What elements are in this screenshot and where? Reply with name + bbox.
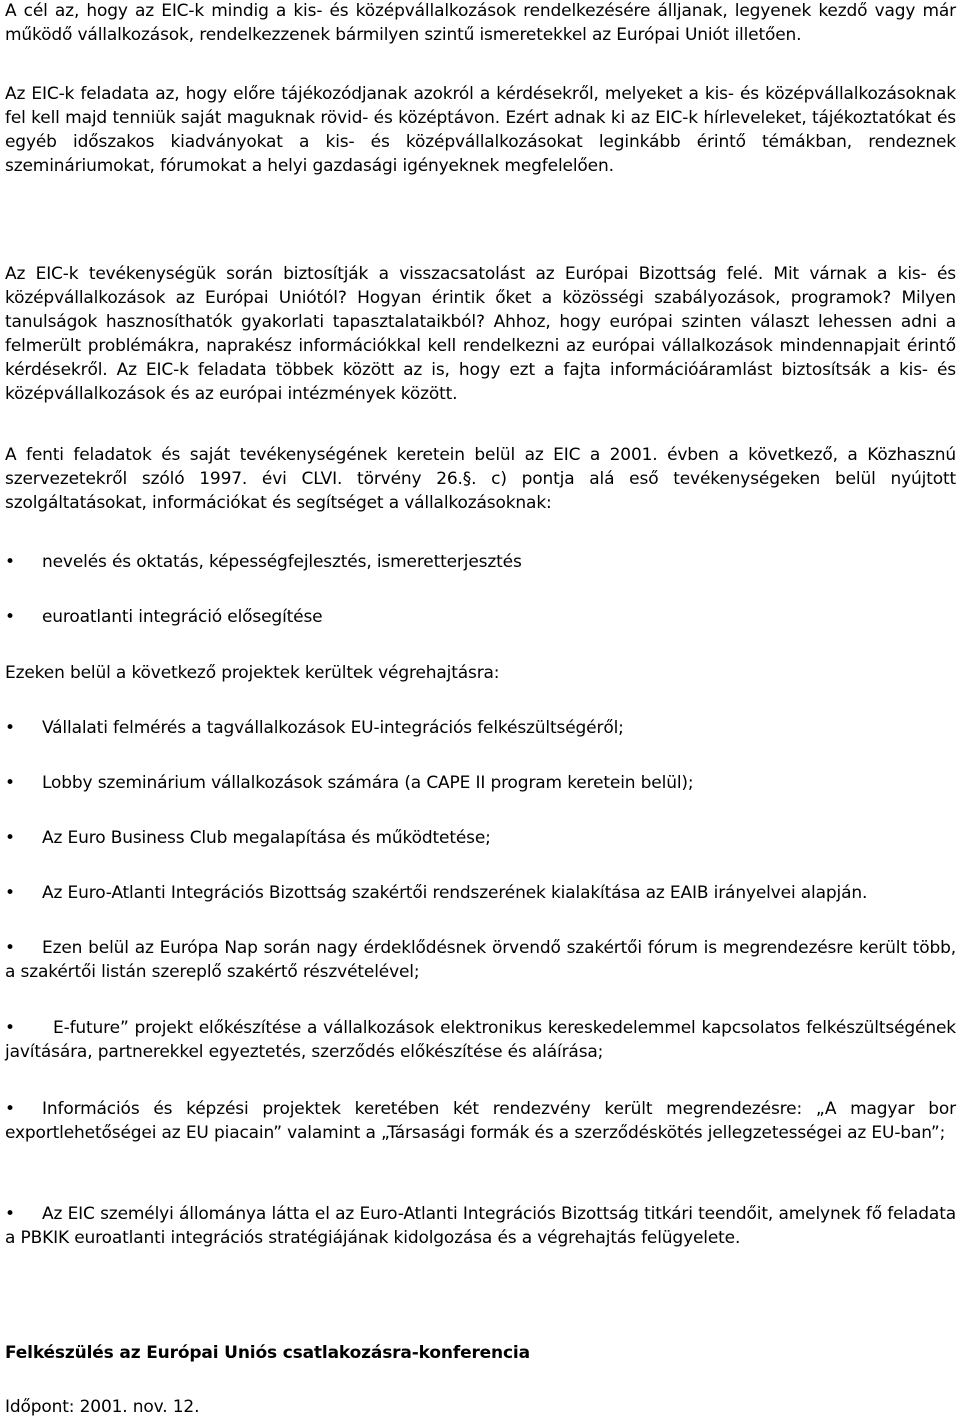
date-line: Időpont: 2001. nov. 12. — [5, 1397, 200, 1417]
list-item — [5, 771, 956, 795]
list-item-text: Az EIC személyi állománya látta el az Euro-Atlanti Integrációs Bizottság titkári teendőit, amelynek fő feladata a PBKIK euroatlanti integrációs stratégiájának kidolgozása és a végrehajtás felügyelete. — [5, 1204, 956, 1248]
bullet-icon: • — [5, 938, 16, 958]
list-item-text: Az Euro-Atlanti Integrációs Bizottság szakértői rendszerének kialakítása az EAIB irányelvei alapján. — [42, 883, 868, 903]
list-item — [5, 550, 956, 574]
bullet-icon: • — [5, 828, 16, 848]
bullet-icon: • — [5, 1018, 16, 1038]
paragraph-services: A fenti feladatok és saját tevékenységének keretein belül az EIC a 2001. évben a következő, a Közhasznú szervezetekről szóló 1997. évi CLVI. törvény 26.§. c) pontja alá eső tevékenységeken belül nyújtott szolgáltatásokat, információkat és segítséget a vállalkozásoknak: — [5, 445, 956, 513]
list-item — [5, 716, 956, 740]
list-item-text: nevelés és oktatás, képességfejlesztés, ismeretterjesztés — [42, 552, 522, 572]
list-item-text: euroatlanti integráció elősegítése — [42, 607, 323, 627]
list-item — [5, 605, 956, 629]
list-item — [5, 881, 956, 905]
list-item-text: Ezen belül az Európa Nap során nagy érdeklődésnek örvendő szakértői fórum is megrendezésre került több, a szakértői listán szereplő szakértő részvételével; — [5, 938, 956, 982]
paragraph-goal: A cél az, hogy az EIC-k mindig a kis- és középvállalkozások rendelkezésére álljanak, legyenek kezdő vagy már működő vállalkozások, rendelkezzenek bármilyen szintű ismeretekkel az Európai Uniót illetően. — [5, 1, 956, 45]
bullet-icon: • — [5, 1099, 16, 1119]
list-item-text: Lobby szeminárium vállalkozások számára (a CAPE II program keretein belül); — [42, 773, 694, 793]
paragraph-feedback: Az EIC-k tevékenységük során biztosítják a visszacsatolást az Európai Bizottság felé. Mit várnak a kis- és középvállalkozások az Európai Uniótól? Hogyan érintik őket a közösségi szabályozások, programok? Milyen tanulságok hasznosíthatók gyakorlati tapasztalataikból? Ahhoz, hogy európai szinten választ lehessen adni a felmerült problémákra, naprakész információkkal kell rendelkezni az európai vállalkozások mindennapjait érintő kérdésekről. Az EIC-k feladata többek között az is, hogy ezt a fajta információáramlást biztosítsák a kis- és középvállalkozások és az európai intézmények között. — [5, 264, 956, 404]
bullet-icon: • — [5, 1204, 16, 1224]
paragraph-eic-tasks: Az EIC-k feladata az, hogy előre tájékozódjanak azokról a kérdésekről, melyeket a kis- és középvállalkozásoknak fel kell majd tenniük saját maguknak rövid- és középtávon. Ezért adnak ki az EIC-k hírleveleket, tájékoztatókat és egyéb időszakos kiadványokat a kis- és középvállalkozásokat leginkább érintő témákban, rendeznek szemináriumokat, fórumokat a helyi gazdasági igényeknek megfelelően. — [5, 84, 956, 176]
list-item-text: Információs és képzési projektek keretében két rendezvény került megrendezésre: „A magyar bor exportlehetőségei az EU piacain” valamint a „Társasági formák és a szerződéskötés jellegzetességei az EU-ban”; — [5, 1099, 956, 1143]
bullet-icon: • — [5, 883, 16, 903]
list-item — [5, 826, 956, 850]
bullet-icon: • — [5, 773, 16, 793]
list-item-text: E-future” projekt előkészítése a vállalkozások elektronikus kereskedelemmel kapcsolatos felkészültségének javítására, partnerekkel egyeztetés, szerződés előkészítése és aláírása; — [5, 1018, 956, 1062]
list-item-text: Az Euro Business Club megalapítása és működtetése; — [42, 828, 491, 848]
list-item — [5, 1097, 956, 1145]
list-item — [5, 936, 956, 984]
section-heading: Felkészülés az Európai Uniós csatlakozásra-konferencia — [5, 1343, 530, 1363]
bullet-icon: • — [5, 607, 16, 627]
list-item-text: Vállalati felmérés a tagvállalkozások EU-integrációs felkészültségéről; — [42, 718, 624, 738]
bullet-icon: • — [5, 552, 16, 572]
paragraph-projects-intro: Ezeken belül a következő projektek kerültek végrehajtásra: — [5, 663, 500, 683]
list-item — [5, 1202, 956, 1250]
bullet-icon: • — [5, 718, 16, 738]
list-item — [5, 1016, 956, 1064]
